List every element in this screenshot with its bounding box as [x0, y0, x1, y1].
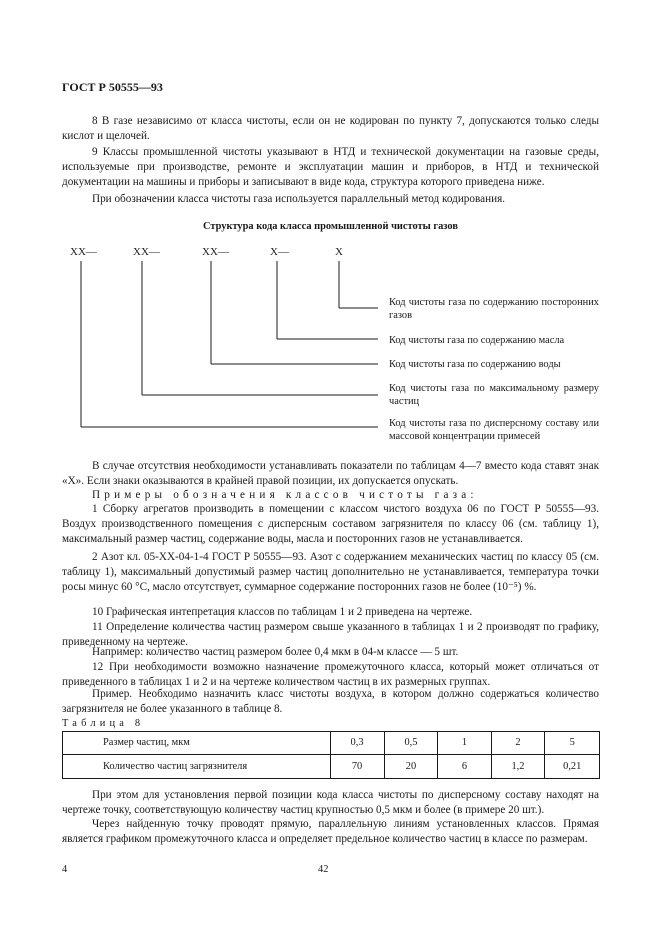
diagram-label-dispersion: Код чистоты газа по дисперсному составу или массовой концентрации примесей — [389, 418, 599, 442]
code-segment-3: XX— — [202, 246, 229, 258]
paragraph-12-example: Пример. Необходимо назначить класс чистоты воздуха, в котором должно содержаться количество загрязнителя не более указанного в таблице 8. — [62, 688, 599, 716]
table-cell: 0,5 — [384, 732, 438, 755]
code-segment-2: XX— — [133, 246, 160, 258]
document-header: ГОСТ Р 50555—93 — [62, 80, 163, 94]
example-1: 1 Сборку агрегатов производить в помещении с классом чистого воздуха 06 по ГОСТ Р 50555—93. Воздух производственного помещения с дисперсным составом загрязнителя по классу 06 (см. таблицу 1), максимальный размер частиц, содержание воды, масла и посторонних газов не устанавливается. — [62, 503, 599, 546]
table-cell: 20 — [384, 755, 438, 779]
table-row-label: Количество частиц загрязнителя — [63, 755, 331, 779]
table-8 — [62, 731, 600, 779]
diagram-label-max-particle-size: Код чистоты газа по максимальному размеру частиц — [389, 383, 599, 407]
table-row — [63, 732, 600, 755]
table-8-caption: Таблица 8 — [62, 718, 145, 729]
diagram-title: Структура кода класса промышленной чистоты газов — [203, 221, 458, 232]
paragraph-8: 8 В газе независимо от класса чистоты, если он не кодирован по пункту 7, допускаются только следы кислот и щелочей. — [62, 115, 599, 143]
table-row — [63, 755, 600, 779]
examples-heading: Примеры обозначения классов чистоты газа: — [92, 489, 478, 501]
paragraph-method: При обозначении класса чистоты газа используется параллельный метод кодирования. — [92, 193, 506, 205]
table-cell: 1,2 — [491, 755, 545, 779]
table-cell: 6 — [438, 755, 491, 779]
diagram-connector-lines — [0, 0, 661, 440]
footer-left-number: 4 — [62, 864, 68, 875]
paragraph-10: 10 Графическая интепретация классов по таблицам 1 и 2 приведена на чертеже. — [92, 606, 473, 618]
table-cell: 2 — [491, 732, 545, 755]
paragraph-11-example: Например: количество частиц размером более 0,4 мкм в 04-м классе — 5 шт. — [92, 646, 459, 658]
diagram-label-water: Код чистоты газа по содержанию воды — [389, 359, 561, 370]
table-cell: 70 — [330, 755, 384, 779]
code-segment-1: XX— — [70, 246, 97, 258]
diagram-label-foreign-gases: Код чистоты газа по содержанию посторонних газов — [389, 297, 599, 321]
page-number: 42 — [318, 864, 329, 875]
example-2: 2 Азот кл. 05-XX-04-1-4 ГОСТ Р 50555—93. Азот с содержанием механических частиц по классу 05 (см. таблицу 1), максимальный допустимый размер частиц дополнительно не устанавливается, температура точки росы минус 60 °С, масло отсутствует, суммарное содержание посторонних газов не более (10⁻⁵) %. — [62, 551, 599, 594]
paragraph-after-table-2: Через найденную точку проводят прямую, параллельную линиям установленных классов. Прямая является графиком промежуточного класса и определяет предельное количество частиц в классе по размерам. — [62, 818, 599, 846]
code-segment-5: X — [335, 246, 343, 258]
paragraph-11: 11 Определение количества частиц размером свыше указанного в таблицах 1 и 2 производят по графику, приведенному на чертеже. — [62, 621, 599, 649]
paragraph-12: 12 При необходимости возможно назначение промежуточного класса, который может отличаться от приведенного в таблицах 1 и 2 и на чертеже количеством частиц в их размерных группах. — [62, 661, 599, 689]
table-cell: 1 — [438, 732, 491, 755]
code-segment-4: X— — [270, 246, 289, 258]
table-cell: 5 — [545, 732, 600, 755]
paragraph-9: 9 Классы промышленной чистоты указывают в НТД и технической документации на газовые среды, используемые при производстве, ремонте и эксплуатации машин и приборов, в НТД и технической документации на машины и приборы и записывают в виде кода, структура которого приведена ниже. — [62, 146, 599, 189]
paragraph-absent-indicators: В случае отсутствия необходимости устанавливать показатели по таблицам 4—7 вместо кода ставят знак «X». Если знаки оказываются в крайней правой позиции, их допускается опускать. — [62, 460, 599, 488]
table-cell: 0,21 — [545, 755, 600, 779]
table-row-label: Размер частиц, мкм — [63, 732, 331, 755]
diagram-label-oil: Код чистоты газа по содержанию масла — [389, 335, 565, 346]
paragraph-after-table-1: При этом для установления первой позиции кода класса чистоты по дисперсному составу находят на чертеже точку, соответствующую количеству частиц крупностью 0,5 мкм и более (в примере 20 шт.). — [62, 789, 599, 817]
table-cell: 0,3 — [330, 732, 384, 755]
